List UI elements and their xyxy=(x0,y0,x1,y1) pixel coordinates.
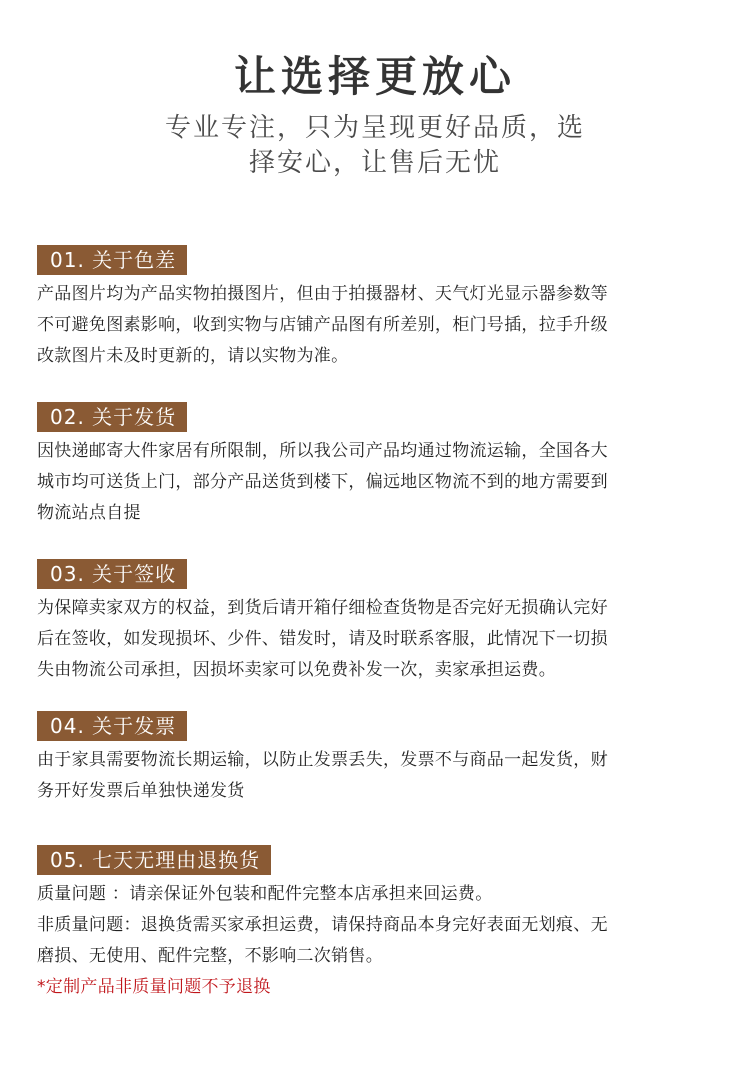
page-title: 让选择更放心 xyxy=(233,52,516,101)
section-tag: 03. 关于签收 xyxy=(37,559,187,589)
section-tag: 05. 七天无理由退换货 xyxy=(37,845,271,875)
body-line: 城市均可送货上门，部分产品送货到楼下，偏远地区物流不到的地方需要到 xyxy=(37,472,608,492)
body-line: 由于家具需要物流长期运输，以防止发票丢失，发票不与商品一起发货，财 xyxy=(37,750,608,770)
section-tag: 04. 关于发票 xyxy=(37,711,187,741)
section-body xyxy=(37,436,717,529)
body-line: 不可避免图素影响，收到实物与店铺产品图有所差别，柜门号插，拉手升级 xyxy=(37,315,608,335)
section-body xyxy=(37,279,717,372)
section-body xyxy=(37,745,717,807)
body-line: 为保障卖家双方的权益，到货后请开箱仔细检查货物是否完好无损确认完好 xyxy=(37,598,608,618)
custom-product-note: *定制产品非质量问题不予退换 xyxy=(37,977,271,997)
section-tag: 02. 关于发货 xyxy=(37,402,187,432)
body-line: 后在签收，如发现损坏、少件、错发时，请及时联系客服，此情况下一切损 xyxy=(37,629,608,649)
page-subtitle xyxy=(150,111,600,181)
section-receipt xyxy=(37,559,717,686)
body-line: 务开好发票后单独快递发货 xyxy=(37,781,245,801)
section-body xyxy=(37,593,717,686)
body-line: 质量问题 ：请亲保证外包装和配件完整本店承担来回运费。 xyxy=(37,884,493,904)
body-line: 改款图片未及时更新的，请以实物为准。 xyxy=(37,346,349,366)
section-body xyxy=(37,879,717,1003)
body-line: 产品图片均为产品实物拍摄图片，但由于拍摄器材、天气灯光显示器参数等 xyxy=(37,284,608,304)
section-returns xyxy=(37,845,717,1003)
section-shipping xyxy=(37,402,717,529)
body-line: 物流站点自提 xyxy=(37,503,141,523)
section-color-difference xyxy=(37,245,717,372)
subtitle-line: 专业专注，只为呈现更好品质，选 xyxy=(164,113,585,143)
section-tag: 01. 关于色差 xyxy=(37,245,187,275)
subtitle-line: 择安心，让售后无忧 xyxy=(248,148,501,178)
body-line: 非质量问题：退换货需买家承担运费，请保持商品本身完好表面无划痕、无 xyxy=(37,915,608,935)
body-line: 因快递邮寄大件家居有所限制，所以我公司产品均通过物流运输，全国各大 xyxy=(37,441,608,461)
section-invoice xyxy=(37,711,717,807)
body-line: 磨损、无使用、配件完整，不影响二次销售。 xyxy=(37,946,383,966)
body-line: 失由物流公司承担，因损坏卖家可以免费补发一次，卖家承担运费。 xyxy=(37,660,556,680)
